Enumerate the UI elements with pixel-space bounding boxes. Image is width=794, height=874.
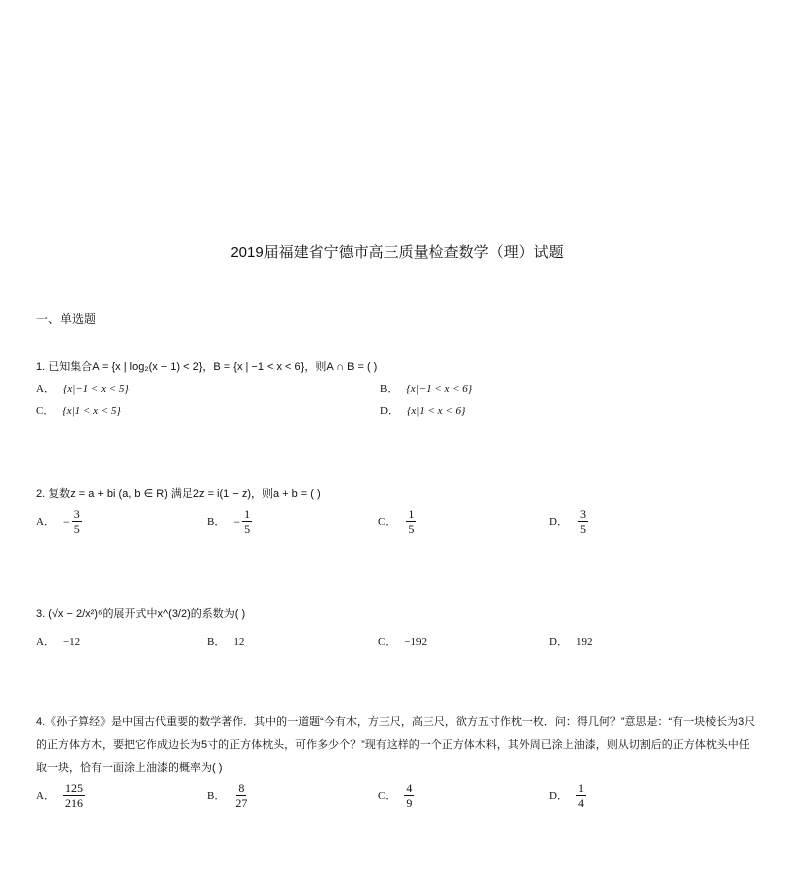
option-text: {x|1 < x < 6}: [406, 405, 466, 417]
option-label: D．: [549, 789, 568, 802]
option-sign: −: [62, 514, 70, 529]
question-1-option-b: [380, 380, 472, 398]
option-fraction: [63, 781, 85, 810]
option-label: C．: [378, 789, 397, 802]
question-2-option-b: [207, 507, 252, 536]
section-heading: 一、单选题: [36, 312, 97, 326]
option-label: A．: [36, 789, 55, 802]
question-1-stem: 1. 已知集合A = {x | log₂(x − 1) < 2}，B = {x | −1 < x < 6}，则A ∩ B = ( ): [36, 361, 378, 373]
question-1-option-d: [380, 402, 465, 420]
option-label: A．: [36, 636, 55, 648]
option-text: {x|−1 < x < 6}: [406, 383, 473, 395]
question-2-stem: 2. 复数z = a + bi (a, b ∈ R) 满足2z = i(1 − z)，则a + b = ( ): [36, 488, 321, 500]
fraction-denominator: 5: [73, 522, 80, 536]
option-text: 192: [575, 636, 593, 648]
option-fraction: [406, 507, 416, 536]
option-fraction: [72, 507, 82, 536]
question-2-option-d: [549, 507, 588, 536]
question-2-option-c: [378, 507, 416, 536]
option-label: B．: [207, 789, 226, 802]
option-label: A．: [36, 515, 55, 528]
question-2-option-a: [36, 507, 82, 536]
question-1-option-a: [36, 380, 129, 398]
option-fraction: [576, 781, 586, 810]
fraction-denominator: 5: [408, 522, 415, 536]
fraction-denominator: 9: [406, 796, 413, 810]
question-3-stem: 3. (√x − 2/x²)⁶的展开式中x^(3/2)的系数为( ): [36, 608, 246, 620]
option-label: C．: [36, 405, 55, 417]
question-4-option-c: [378, 781, 414, 810]
fraction-numerator: 4: [406, 781, 413, 795]
fraction-denominator: 5: [579, 522, 586, 536]
option-fraction: [233, 781, 249, 810]
option-fraction: [242, 507, 252, 536]
question-4-stem: 4.《孙子算经》是中国古代重要的数学著作．其中的一道题“今有木，方三尺，高三尺，欲方五寸作枕一枚．问：得几何？”意思是：“有一块棱长为3尺的正方体方木，要把它作成边长为5寸的正方体枕头，可作多少个？”现有这样的一个正方体木料，其外周已涂上油漆，则从切割后的正方体枕头中任取一块，恰有一面涂上油漆的概率为( ): [36, 716, 756, 774]
fraction-denominator: 5: [244, 522, 251, 536]
question-4-option-b: [207, 781, 249, 810]
option-label: C．: [378, 636, 397, 648]
option-text: −12: [62, 636, 81, 648]
fraction-numerator: 1: [408, 507, 415, 521]
option-label: B．: [380, 383, 399, 395]
fraction-numerator: 8: [238, 781, 245, 795]
question-3-option-a: [36, 633, 80, 651]
fraction-denominator: 216: [64, 796, 83, 810]
option-label: A．: [36, 383, 55, 395]
fraction-denominator: 4: [577, 796, 584, 810]
fraction-numerator: 3: [73, 507, 80, 521]
page-title: 2019届福建省宁德市高三质量检查数学（理）试题: [230, 244, 564, 261]
fraction-numerator: 1: [577, 781, 584, 795]
fraction-denominator: 27: [235, 796, 248, 810]
option-text: −192: [404, 636, 428, 648]
option-label: D．: [549, 515, 568, 528]
fraction-numerator: 1: [244, 507, 251, 521]
question-3-option-b: [207, 633, 244, 651]
fraction-numerator: 3: [579, 507, 586, 521]
question-4-option-d: [549, 781, 586, 810]
question-3-option-c: [378, 633, 427, 651]
option-text: 12: [233, 636, 245, 648]
option-label: D．: [380, 405, 399, 417]
option-label: B．: [207, 515, 226, 528]
option-label: B．: [207, 636, 226, 648]
option-text: {x|−1 < x < 5}: [62, 383, 129, 395]
option-text: {x|1 < x < 5}: [62, 405, 121, 417]
question-3-option-d: [549, 633, 592, 651]
option-sign: −: [233, 514, 241, 529]
question-1-option-c: [36, 402, 121, 420]
fraction-numerator: 125: [64, 781, 83, 795]
option-fraction: [404, 781, 414, 810]
option-label: C．: [378, 515, 397, 528]
option-fraction: [578, 507, 588, 536]
option-label: D．: [549, 636, 568, 648]
question-4-option-a: [36, 781, 85, 810]
